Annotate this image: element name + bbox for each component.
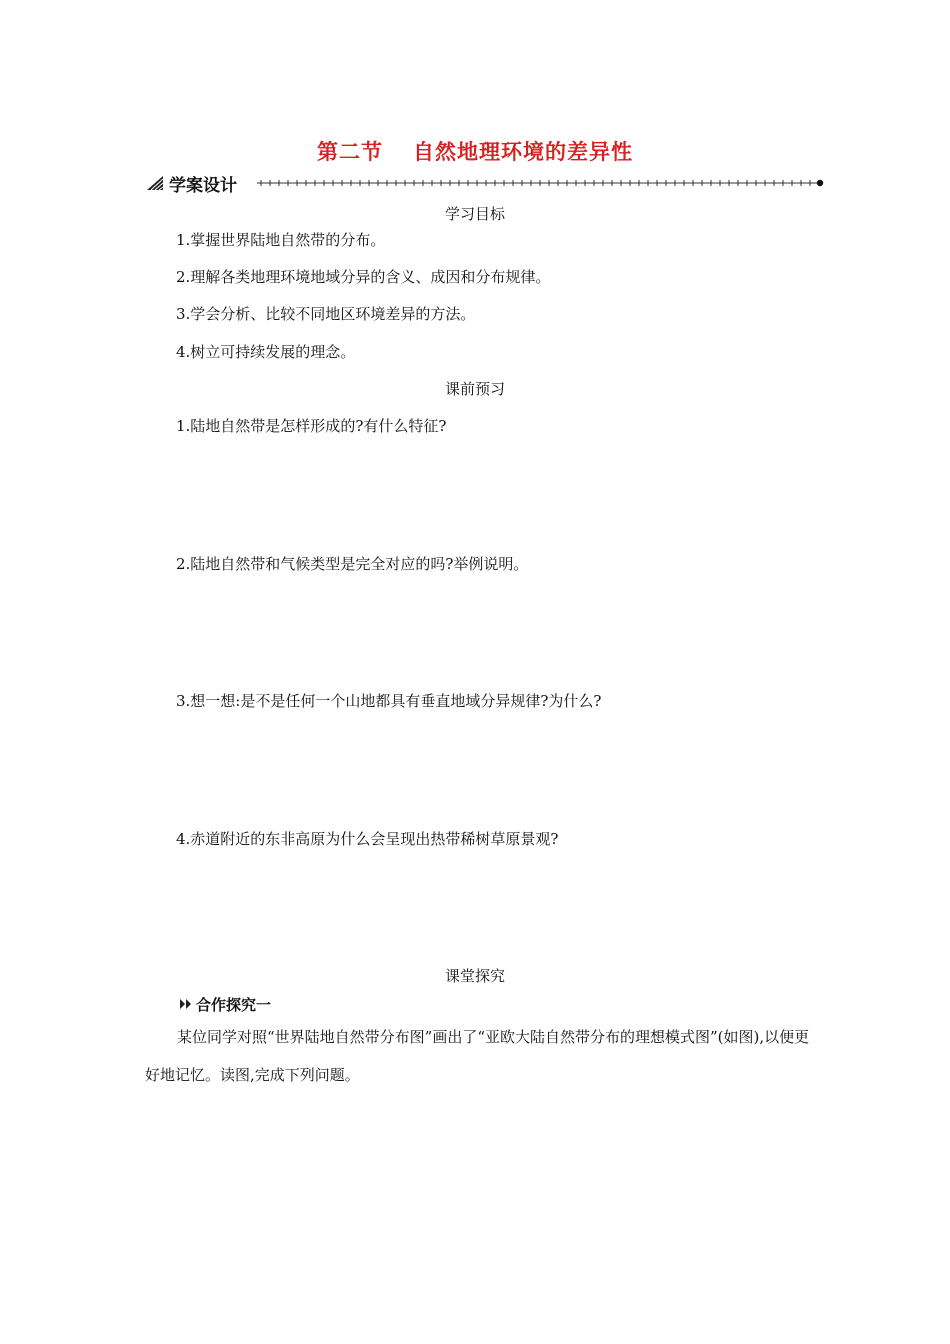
preview-question: 1.陆地自然带是怎样形成的?有什么特征? (176, 417, 447, 435)
inquiry-paragraph: 某位同学对照“世界陆地自然带分布图”画出了“亚欧大陆自然带分布的理想模式图”(如图),以便更好地记忆。读图,完成下列问题。 (145, 1028, 810, 1084)
banner-stripes-icon (147, 176, 163, 190)
inquiry-subheading-label: 合作探究一 (196, 996, 272, 1014)
preview-question: 3.想一想:是不是任何一个山地都具有垂直地域分异规律?为什么? (176, 692, 602, 710)
preview-question: 4.赤道附近的东非高原为什么会呈现出热带稀树草原景观? (176, 830, 559, 848)
banner-decoration (145, 171, 825, 197)
inquiry-heading: 课堂探究 (444, 967, 505, 985)
section-number: 第二节 (317, 140, 383, 164)
goals-heading: 学习目标 (444, 205, 505, 223)
page-title (0, 136, 950, 166)
section-banner (145, 171, 825, 197)
banner-label: 学案设计 (169, 176, 237, 196)
inquiry-subheading (178, 994, 271, 1015)
section-name: 自然地理环境的差异性 (413, 140, 633, 164)
double-chevron-icon (178, 998, 194, 1010)
goal-item: 4.树立可持续发展的理念。 (176, 343, 356, 361)
preview-heading: 课前预习 (444, 380, 505, 398)
rule-end-dot (817, 180, 823, 186)
preview-question: 2.陆地自然带和气候类型是完全对应的吗?举例说明。 (176, 555, 529, 573)
goal-item: 1.掌握世界陆地自然带的分布。 (176, 231, 386, 249)
goal-item: 3.学会分析、比较不同地区环境差异的方法。 (176, 305, 476, 323)
dotted-rule (257, 180, 823, 186)
goal-item: 2.理解各类地理环境地域分异的含义、成因和分布规律。 (176, 268, 551, 286)
